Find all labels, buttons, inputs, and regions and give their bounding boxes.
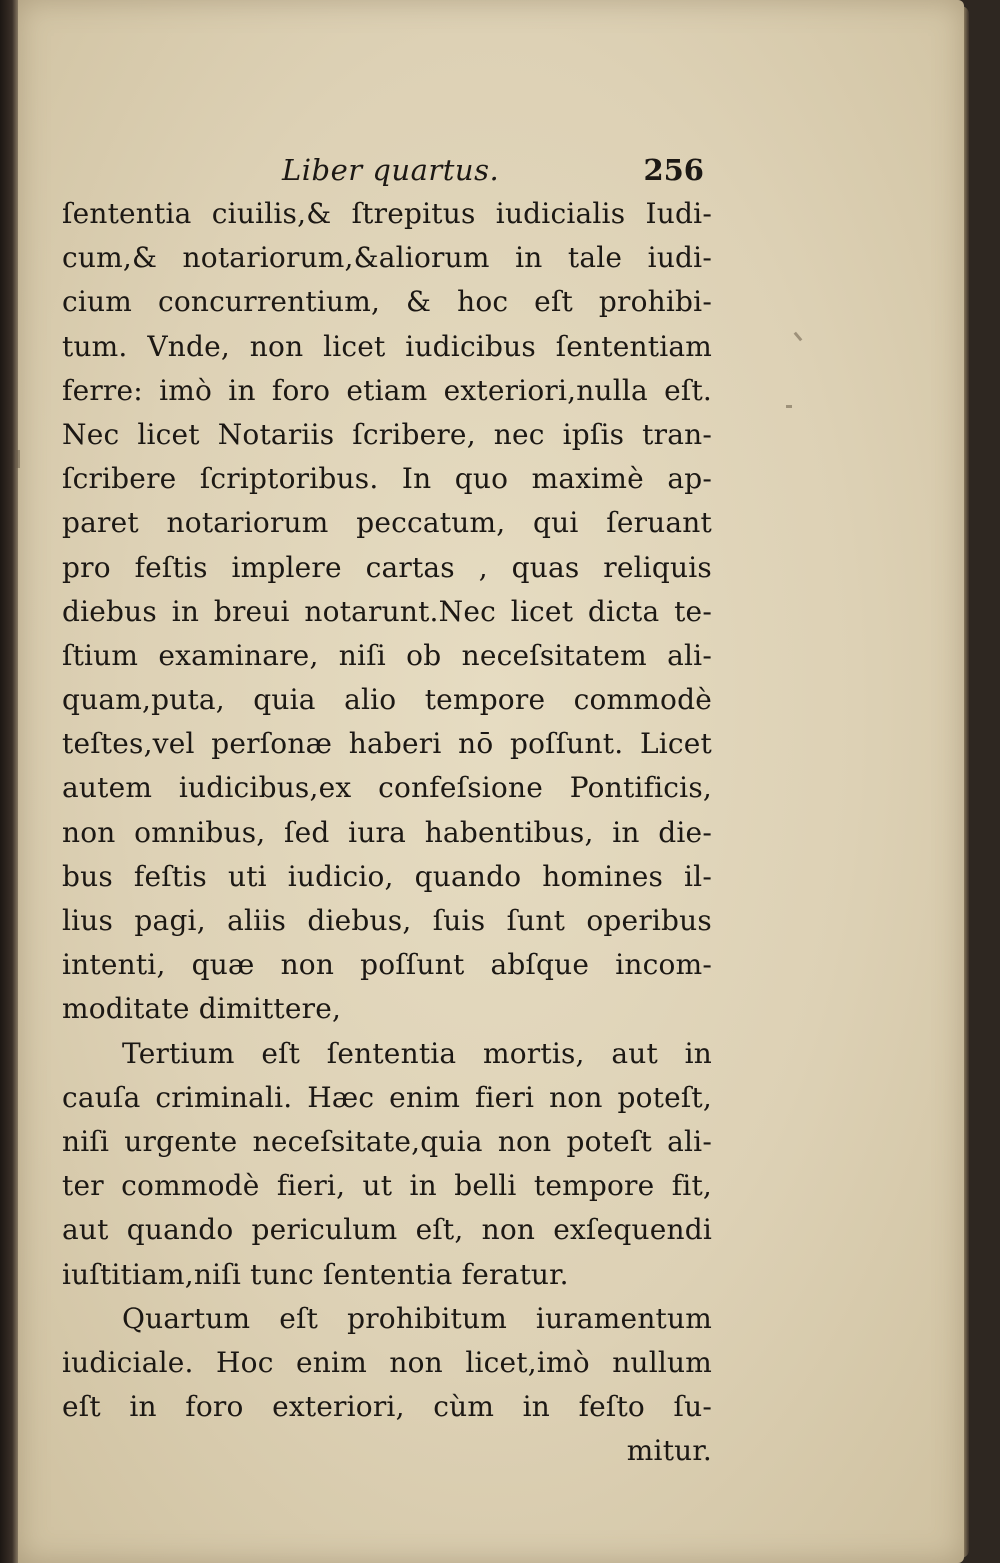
text-line: paret notariorum peccatum, qui ſeruant [62, 506, 712, 540]
text-line: intenti, quæ non poſſunt abſque incom- [62, 948, 712, 982]
text-line: cum,& notariorum,&aliorum in tale iudi- [62, 241, 712, 275]
text-line: niſi urgente neceſsitate,quia non poteſt ali- [62, 1124, 712, 1158]
text-line: diebus in breui notarunt.Nec licet dicta te- [62, 594, 712, 628]
margin-mark [794, 332, 803, 342]
paragraph-start-line: Quartum eſt prohibitum iuramentum [122, 1301, 712, 1335]
text-block [62, 148, 712, 1473]
text-line: ferre: imò in foro etiam exteriori,nulla eſt. [62, 373, 712, 407]
margin-mark [16, 450, 20, 468]
text-line: lius pagi, aliis diebus, ſuis ſunt operibus [62, 904, 712, 937]
text-line: bus feſtis uti iudicio, quando homines il- [62, 859, 712, 893]
running-head [62, 148, 712, 192]
catchword-line: mitur. [626, 1434, 712, 1468]
text-line: Nec licet Notariis ſcribere, nec ipſis tran- [62, 417, 712, 451]
text-line: eſt in foro exteriori, cùm in feſto ſu- [62, 1390, 712, 1424]
text-line: cauſa criminali. Hæc enim fieri non poteſt, [62, 1080, 712, 1114]
text-line: iuſtitiam,niſi tunc ſententia feratur. [62, 1257, 569, 1291]
margin-mark [786, 405, 792, 408]
text-line: ſtium examinare, niſi ob neceſsitatem ali- [62, 638, 712, 672]
text-line: non omnibus, ſed iura habentibus, in die- [62, 815, 712, 849]
text-line: ſententia ciuilis,& ſtrepitus iudicialis Iudi- [62, 197, 712, 230]
text-line: quam,puta, quia alio tempore commodè [62, 683, 712, 717]
text-line: aut quando periculum eſt, non exſequendi [62, 1213, 712, 1247]
text-line: autem iudicibus,ex confeſsione Pontificis, [62, 771, 712, 805]
text-line: teſtes,vel perſonæ haberi nō poſſunt. Licet [62, 727, 712, 761]
page-number: 256 [643, 153, 704, 187]
running-title: Liber quartus. [282, 153, 500, 187]
text-line: cium concurrentium, & hoc eſt prohibi- [62, 285, 712, 319]
text-line: ſcribere ſcriptoribus. In quo maximè ap- [62, 462, 712, 496]
text-line: tum. Vnde, non licet iudicibus ſententiam [62, 329, 712, 363]
text-line: iudiciale. Hoc enim non licet,imò nullum [62, 1345, 712, 1379]
paragraph-start-line: Tertium eſt ſententia mortis, aut in [122, 1036, 712, 1070]
text-line: ter commodè fieri, ut in belli tempore fit, [62, 1169, 712, 1203]
text-line: pro feſtis implere cartas , quas reliquis [62, 550, 712, 584]
text-line: moditate dimittere, [62, 992, 342, 1026]
